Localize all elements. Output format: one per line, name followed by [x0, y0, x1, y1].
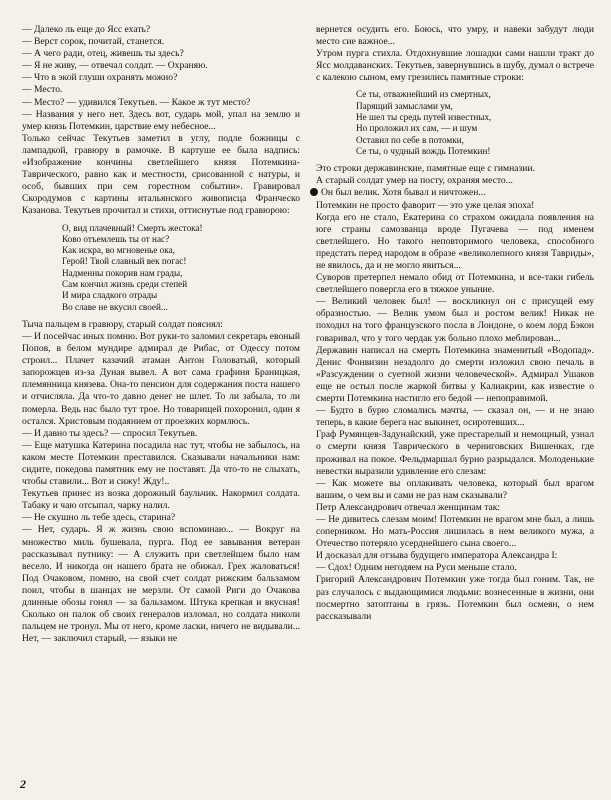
- page-number: 2: [20, 777, 26, 791]
- poem-line: Се ты, отважнейший из смертных,: [356, 89, 491, 100]
- paragraph: Григорий Александрович Потемкин уже тогда был гоним. Так, не раз случалось с выдающимися людьми: вознесенные в жизни, они посмертно затоптаны в грязь. Потемкин был осмеян, о нем рассказывали: [316, 574, 594, 622]
- poem-line: Как искра, во мгновенье ока,: [62, 245, 175, 256]
- paragraph: — Еще матушка Катерина посадила нас тут, чтобы не забылось, на каком месте Потемкин преставился. Сказывали начальники нам: сидите, покедова памятник ему не поставят. Да что-то не слыхать, чтобы ставили... Вот и сижу! Жду!..: [22, 439, 300, 488]
- paragraph: — Нет, сударь. Я ж жизнь свою вспоминаю... — Вокруг на множество миль бушевала, пурга. Под ее завывания ветеран рассказывал путнику: — А служить при светлейшем было нам весело. И никогда он нашего брата не обижал. Грех жаловаться! Под Очаковом, помню, на свой счет солдат рижским бальзамом поил, чтобы в шанцах не мерзли. От самой Риги до Очакова длинные обозы гонял — за бальзамом. Штука крепкая и вкусная! Сколько он палок об своих генералов изломал, но солдата николи пальцем не тронул. Мы от него, кроме ласки, ничего не видывали... Нет, — заключил старый, — языки не: [22, 524, 300, 645]
- right-column: [316, 24, 594, 623]
- poem-line: Се ты, о чудный вождь Потемкин!: [356, 145, 491, 156]
- paragraph: — Названия у него нет. Здесь вот, сударь мой, упал на землю и умер князь Потемкин, царствие ему небесное...: [22, 108, 300, 132]
- paragraph: Граф Румянцев-Задунайский, уже престарелый и немощный, узнал о смерти князя Таврического в черниговских Вишенках, где проживал на покое. Фельдмаршал бурно разрыдался. Молоденькие невестки выразили удивление его слезам:: [316, 429, 594, 477]
- paragraph: — И давно ты здесь? — спросил Текутьев.: [22, 427, 198, 439]
- paragraph: И досказал для отзыва будущего императора Александра I:: [316, 550, 558, 562]
- paragraph: — Не дивитесь слезам моим! Потемкин не врагом мне был, а лишь соперником. Но мать-Россия лишилась в нем великого мужа, а Отечество потеряло усерднейшего сына своего...: [316, 513, 594, 550]
- paragraph: Петр Александрович отвечал женщинам так:: [316, 501, 501, 513]
- paragraph: — Будто в бурю сломались мачты, — сказал он, — и не знаю теперь, в какие берега нас выкинет, осиротевших...: [316, 405, 594, 429]
- poem-line: Не шел ты средь путей известных,: [356, 112, 492, 123]
- paragraph: Текутьев принес из возка дорожный баульчик. Накормил солдата. Табаку и чаю отсыпал, чарку налил.: [22, 488, 300, 512]
- poem-line: Оставил по себе в потомки,: [356, 134, 464, 145]
- paragraph: вернется осудить его. Боюсь, что умру, и навеки забудут люди место сие важное...: [316, 24, 594, 48]
- poem-line: Во славе не вкусил своей...: [62, 301, 168, 312]
- paragraph: — Что в экой глуши охранять можно?: [22, 72, 178, 84]
- paragraph: Это строки державинские, памятные еще с гимназии.: [316, 163, 535, 175]
- engraving-poem: [62, 223, 300, 313]
- paragraph: — Не скушно ль тебе здесь, старина?: [22, 512, 176, 524]
- paragraph: — А чего ради, отец, живешь ты здесь?: [22, 48, 184, 60]
- poem-line: Надменны покорив нам грады,: [62, 267, 183, 278]
- poem-line: И мира сладкого отрады: [62, 290, 158, 301]
- derzhavin-poem: [356, 89, 594, 157]
- left-column: [22, 24, 300, 645]
- paragraph: — Место? — удивился Текутьев. — Какое ж тут место?: [22, 96, 251, 108]
- section-start: [316, 187, 594, 199]
- paragraph: Когда его не стало, Екатерина со страхом ожидала появления на юге страны самозванца вроде Пугачева — под именем светлейшего. Но такого неповторимого человека, способного предстать перед народом в образе «великолепного князя Тавриды», не явилось, да и не могло явиться...: [316, 211, 594, 271]
- poem-line: Герой! Твой славный век погас!: [62, 256, 187, 267]
- poem-line: Парящий замыслами ум,: [356, 100, 453, 111]
- paragraph: — И посейчас иных помню. Вот руки-то заломил секретарь евоный Попов, в белом мундире адмирал де Рибас, от Одессу потом строил... Плачет казачий атаман Антон Головатый, который запорожцев из-за Дуная вывел. А вот сама графиня Браницкая, племянница князева. Она-то пенсион для содержания поста нашего и отчисляла. Да что-то давно денег не шлет. То ли забыла, то ли померла. Ведь нас было тут трое. Но товарищей похоронил, один я остался. Христовым подаянием от проезжих кормлюсь.: [22, 330, 300, 427]
- paragraph: Державин написал на смерть Потемкина знаменитый «Водопад». Денис Фонвизин незадолго до смерти изложил свою печаль в «Разсуждении о суетной жизни человеческой». Адмирал Ушаков еще не остыл после жаркой битвы у Калиакрии, как известие о смерти Потемкина настигло его бедой — непоправимой.: [316, 344, 594, 405]
- section-start-text: Он был велик. Хотя бывал и ничтожен...: [321, 187, 486, 199]
- paragraph: — Я не живу, — отвечал солдат. — Охраняю.: [22, 60, 208, 72]
- paragraph: — Место.: [22, 84, 63, 96]
- paragraph: Только сейчас Текутьев заметил в углу, подле божницы с лампадкой, гравюру в рамочке. В картуше ее была надпись: «Изображение кончины светлейшего князя Потемкина-Таврического, равно как и местности, срисованной с натуры, и особ, бывших при сем горестном событии». Гравировал Скородумов с картины итальянского живописца Франческо Казанова. Текутьев прочитал и стихи, оттиснутые под гравюрою:: [22, 132, 300, 217]
- poem-line: Ково отъемлешь ты от нас?: [62, 233, 170, 244]
- poem-line: Сам кончил жизнь среди степей: [62, 278, 188, 289]
- poem-line: О, вид плачевный! Смерть жестока!: [62, 222, 203, 233]
- paragraph: Тыча пальцем в гравюру, старый солдат пояснял:: [22, 318, 223, 330]
- section-bullet-icon: [310, 188, 318, 196]
- paragraph: Потемкин не просто фаворит — это уже целая эпоха!: [316, 199, 535, 211]
- paragraph: Утром пурга стихла. Отдохнувшие лошадки сами нашли тракт до Ясс молдаванских. Текутьев, завернувшись в шубу, думал о встрече с калекою сыном, ему грезились памятные строки:: [316, 48, 594, 84]
- paragraph: — Верст сорок, почитай, станется.: [22, 36, 165, 48]
- paragraph: — Далеко ль еще до Ясс ехать?: [22, 24, 151, 35]
- paragraph: — Как можете вы оплакивать человека, который был врагом вашим, о чем вы и сами не раз нам сказывали?: [316, 477, 594, 501]
- paragraph: — Великий человек был! — воскликнул он с присущей ему образностью. — Велик умом был и ростом велик! Никак не походил на того французского посла в Лондоне, о коем лорд Бэкон говаривал, что у того чердак уж больно плохо меблирован...: [316, 296, 594, 344]
- paragraph: Суворов претерпел немало обид от Потемкина, и все-таки гибель светлейшего повергла его в тяжкое уныние.: [316, 272, 594, 296]
- paragraph: А старый солдат умер на посту, охраняя место...: [316, 175, 513, 187]
- poem-line: Но проложил их сам, — и шум: [356, 123, 478, 134]
- paragraph: — Сдох! Одним негодяем на Руси меньше стало.: [316, 562, 517, 574]
